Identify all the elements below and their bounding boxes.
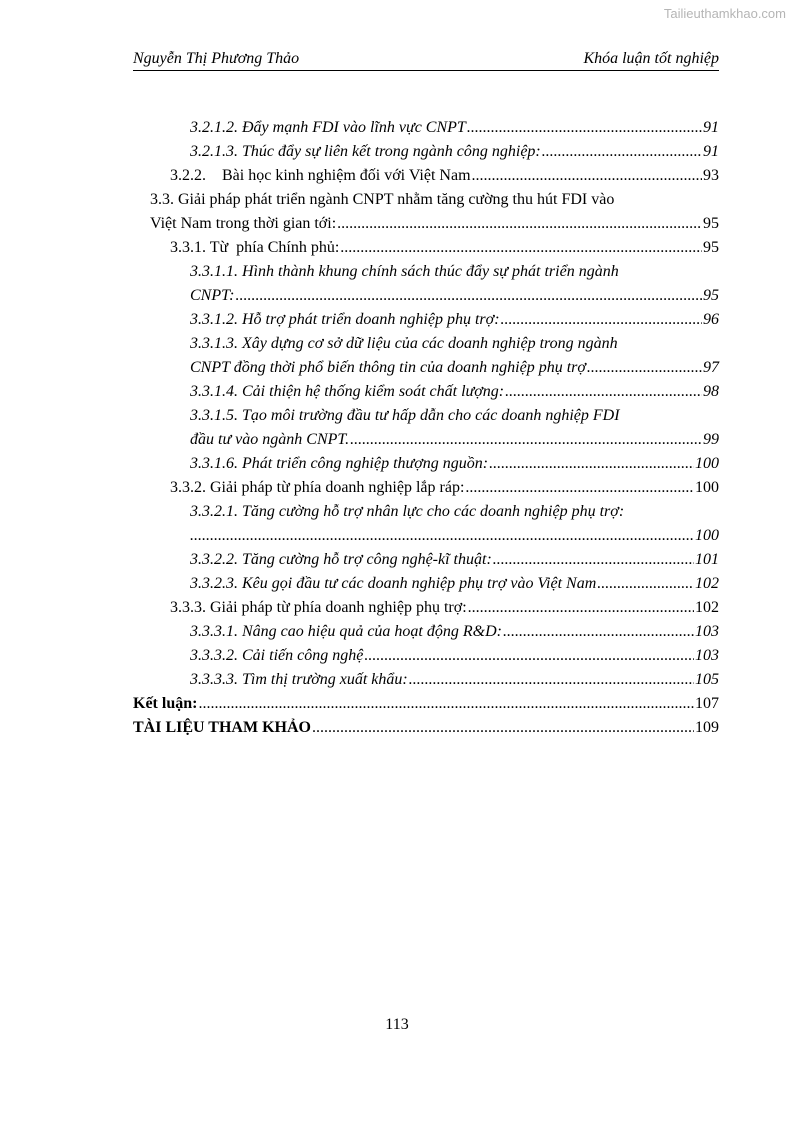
toc-leader (503, 620, 694, 644)
toc-entry-title: 3.3.1.4. Cải thiện hệ thống kiểm soát chất lượng: (190, 383, 505, 400)
toc-entry-title-line2: Việt Nam trong thời gian tới: (150, 215, 337, 232)
toc-entry-page: 91 (703, 143, 719, 160)
toc-entry[interactable] (190, 620, 719, 644)
toc-entry-title-line1: 3.3.1.1. Hình thành khung chính sách thúc đẩy sự phát triển ngành (190, 263, 619, 280)
toc-entry-title: 3.3.3.2. Cải tiến công nghệ (190, 647, 364, 664)
toc-entry-page: 96 (703, 311, 719, 328)
toc-entry-title-line2: CNPT đồng thời phổ biến thông tin của doanh nghiệp phụ trợ (190, 359, 586, 376)
toc-entry[interactable] (190, 644, 719, 668)
toc-entry-title: 3.2.1.2. Đẩy mạnh FDI vào lĩnh vực CNPT (190, 119, 466, 136)
toc-leader (542, 140, 702, 164)
toc-leader (493, 548, 694, 572)
toc-leader (501, 308, 702, 332)
toc-entry[interactable] (190, 548, 719, 572)
toc-entry-page: 91 (703, 119, 719, 136)
toc-leader (350, 428, 702, 452)
toc-leader (364, 644, 694, 668)
toc-entry[interactable] (190, 452, 719, 476)
toc-entry-title-line1: 3.3.1.5. Tạo môi trường đầu tư hấp dẫn cho các doanh nghiệp FDI (190, 407, 620, 424)
toc-entry[interactable] (190, 380, 719, 404)
toc-entry-page: 100 (695, 527, 719, 544)
toc-leader (587, 356, 702, 380)
toc-entry-page: 103 (695, 623, 719, 640)
toc-entry-page: 103 (695, 647, 719, 664)
header-author: Nguyễn Thị Phương Thảo (133, 50, 300, 67)
toc-entry[interactable] (190, 572, 719, 596)
toc-entry-title: TÀI LIỆU THAM KHẢO (133, 719, 311, 736)
toc-leader (467, 116, 702, 140)
toc-entry[interactable] (190, 116, 719, 140)
toc-entry-page: 105 (695, 671, 719, 688)
toc-entry[interactable] (133, 692, 719, 716)
toc-entry[interactable] (150, 188, 719, 236)
toc-entry[interactable] (170, 476, 719, 500)
toc-entry-page: 100 (695, 455, 719, 472)
toc-entry-page: 109 (695, 719, 719, 736)
toc-leader (190, 524, 694, 548)
toc-entry-page: 97 (703, 359, 719, 376)
toc-entry[interactable] (190, 308, 719, 332)
toc-entry[interactable] (170, 596, 719, 620)
toc-entry-title: 3.3.3. Giải pháp từ phía doanh nghiệp phụ trợ: (170, 599, 467, 616)
toc-entry[interactable] (190, 500, 719, 548)
toc-leader (340, 236, 702, 260)
toc-leader (468, 596, 694, 620)
page-number: 113 (385, 1016, 409, 1033)
toc-entry-title: 3.2.1.3. Thúc đẩy sự liên kết trong ngành công nghiệp: (190, 143, 541, 160)
toc-entry-title: 3.3.2.2. Tăng cường hỗ trợ công nghệ-kĩ thuật: (190, 551, 492, 568)
watermark: Tailieuthamkhao.com (663, 6, 786, 21)
toc-leader (489, 452, 694, 476)
toc-entry[interactable] (170, 236, 719, 260)
toc-entry-title-line1: 3.3. Giải pháp phát triển ngành CNPT nhằm tăng cường thu hút FDI vào (150, 191, 615, 208)
toc-leader (597, 572, 694, 596)
toc-entry-page: 95 (703, 287, 719, 304)
toc-entry[interactable] (190, 140, 719, 164)
toc-entry-title: 3.3.2.3. Kêu gọi đầu tư các doanh nghiệp phụ trợ vào Việt Nam (190, 575, 597, 592)
toc-entry-page: 100 (695, 479, 719, 496)
toc-entry-page: 101 (695, 551, 719, 568)
toc-entry-title: Kết luận: (133, 695, 198, 712)
toc-entry-title-line1: 3.3.1.3. Xây dựng cơ sở dữ liệu của các doanh nghiệp trong ngành (190, 335, 618, 352)
toc-leader (312, 716, 694, 740)
toc-entry-title: 3.3.1.2. Hỗ trợ phát triển doanh nghiệp phụ trợ: (190, 311, 500, 328)
toc-entry-page: 102 (695, 575, 719, 592)
toc-entry-page: 107 (695, 695, 719, 712)
toc-leader (235, 284, 702, 308)
toc-entry[interactable] (190, 404, 719, 452)
toc-entry-page: 95 (703, 239, 719, 256)
toc-leader (465, 476, 694, 500)
toc-leader (472, 164, 702, 188)
toc-entry[interactable] (190, 332, 719, 380)
toc-leader (409, 668, 694, 692)
toc-entry-page: 99 (703, 431, 719, 448)
table-of-contents (0, 116, 794, 740)
toc-entry-page: 93 (703, 167, 719, 184)
toc-entry[interactable] (170, 164, 719, 188)
toc-entry-title: 3.2.2. Bài học kinh nghiệm đối với Việt Nam (170, 167, 471, 184)
header-doc-type: Khóa luận tốt nghiệp (583, 50, 719, 67)
toc-entry[interactable] (133, 716, 719, 740)
toc-entry-title: 3.3.3.3. Tìm thị trường xuất khẩu: (190, 671, 408, 688)
toc-entry[interactable] (190, 260, 719, 308)
toc-entry-title-line2: CNPT: (190, 287, 235, 304)
toc-entry-title-line2: đầu tư vào ngành CNPT. (190, 431, 350, 448)
toc-entry-title: 3.3.2. Giải pháp từ phía doanh nghiệp lắp ráp: (170, 479, 465, 496)
toc-leader (505, 380, 702, 404)
page-header (133, 48, 719, 71)
toc-entry-page: 98 (703, 383, 719, 400)
toc-entry-page: 102 (695, 599, 719, 616)
toc-leader (198, 692, 694, 716)
toc-entry-page: 95 (703, 215, 719, 232)
toc-entry-title-line1: 3.3.2.1. Tăng cường hỗ trợ nhân lực cho các doanh nghiệp phụ trợ: (190, 503, 625, 520)
toc-entry[interactable] (190, 668, 719, 692)
toc-entry-title: 3.3.1.6. Phát triển công nghiệp thượng nguồn: (190, 455, 489, 472)
toc-leader (337, 212, 702, 236)
toc-entry-title: 3.3.3.1. Nâng cao hiệu quả của hoạt động R&D: (190, 623, 502, 640)
toc-entry-title: 3.3.1. Từ phía Chính phủ: (170, 239, 340, 256)
